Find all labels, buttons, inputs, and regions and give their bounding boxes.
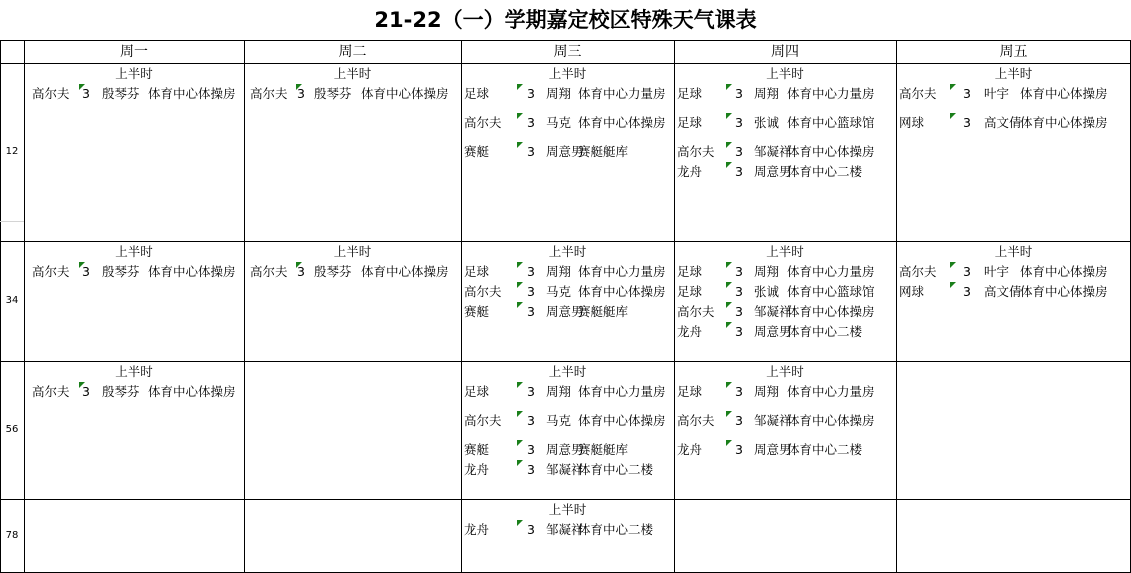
venue-name: 体育中心体操房 [1020,284,1108,299]
course-entry [24,85,244,102]
session-count: 3 [527,144,535,159]
venue-name: 体育中心体操房 [1020,264,1108,279]
comment-marker-icon [79,382,85,388]
venue-name: 体育中心体操房 [787,304,875,319]
half-session-label: 上半时 [548,502,587,517]
schedule-cell [896,499,1131,573]
teacher-name: 周意男 [546,304,584,319]
venue-name: 体育中心体操房 [361,86,449,101]
sport-name: 高尔夫 [677,144,715,159]
session-count: 3 [527,304,535,319]
course-entry [461,143,674,160]
sport-name: 高尔夫 [32,384,70,399]
venue-name: 体育中心体操房 [787,413,875,428]
venue-name: 赛艇艇库 [578,304,629,319]
venue-name: 体育中心二楼 [787,164,863,179]
venue-name: 体育中心二楼 [578,462,654,477]
half-session-label: 上半时 [115,364,153,379]
schedule-cell [244,499,461,573]
sport-name: 赛艇 [464,144,490,159]
sport-name: 网球 [899,115,925,130]
venue-name: 体育中心二楼 [787,442,863,457]
course-entry [674,114,896,131]
schedule-cell [244,361,461,499]
teacher-name: 殷琴芬 [102,384,140,399]
course-entry [461,412,674,429]
schedule-cell [24,499,244,573]
half-session-label: 上半时 [766,364,804,379]
sport-name: 高尔夫 [32,264,70,279]
venue-name: 体育中心力量房 [787,264,875,279]
venue-name: 体育中心力量房 [787,86,875,101]
half-session-label: 上半时 [548,66,587,81]
session-count: 3 [963,86,971,101]
sport-name: 赛艇 [464,304,490,319]
venue-name: 体育中心体操房 [578,115,666,130]
session-count: 3 [735,324,743,339]
teacher-name: 周意男 [754,324,792,339]
sport-name: 足球 [677,384,703,399]
course-entry [244,263,461,280]
venue-name: 体育中心二楼 [578,522,654,537]
session-count: 3 [735,284,743,299]
half-session-label: 上半时 [994,244,1033,259]
comment-marker-icon [517,520,523,526]
teacher-name: 高文倩 [984,115,1022,130]
sport-name: 龙舟 [677,324,703,339]
session-count: 3 [82,384,90,399]
day-header-2: 周二 [338,44,367,60]
half-session-label: 上半时 [115,66,153,81]
period-label: 34 [5,295,19,306]
course-entry [896,85,1131,102]
teacher-name: 周翔 [754,264,780,279]
sport-name: 足球 [677,284,703,299]
comment-marker-icon [950,113,956,119]
session-count: 3 [527,384,535,399]
half-session-label: 上半时 [548,244,587,259]
teacher-name: 周意男 [546,442,584,457]
session-count: 3 [527,522,535,537]
session-count: 3 [527,462,535,477]
course-entry [461,303,674,320]
comment-marker-icon [726,113,732,119]
course-entry [674,441,896,458]
session-count: 3 [82,86,90,101]
course-entry [896,114,1131,131]
course-entry [896,263,1131,280]
teacher-name: 邹凝祥 [546,522,584,537]
course-entry [674,303,896,320]
course-entry [674,283,896,300]
course-entry [461,85,674,102]
session-count: 3 [735,86,743,101]
teacher-name: 邹凝祥 [754,144,792,159]
period-label: 56 [5,424,19,435]
venue-name: 体育中心篮球馆 [787,284,875,299]
sport-name: 高尔夫 [464,413,502,428]
venue-name: 体育中心二楼 [787,324,863,339]
venue-name: 体育中心体操房 [148,86,236,101]
sport-name: 足球 [677,264,703,279]
course-entry [674,263,896,280]
course-entry [461,283,674,300]
half-session-label: 上半时 [548,364,587,379]
venue-name: 体育中心力量房 [787,384,875,399]
session-count: 3 [735,144,743,159]
comment-marker-icon [517,113,523,119]
venue-name: 赛艇艇库 [578,144,629,159]
comment-marker-icon [517,262,523,268]
venue-name: 体育中心体操房 [1020,86,1108,101]
comment-marker-icon [726,411,732,417]
venue-name: 体育中心体操房 [148,264,236,279]
comment-marker-icon [726,142,732,148]
schedule-cell [461,63,674,241]
comment-marker-icon [950,282,956,288]
session-count: 3 [735,413,743,428]
half-session-label: 上半时 [115,244,153,259]
sport-name: 高尔夫 [899,86,937,101]
session-count: 3 [527,284,535,299]
course-entry [244,85,461,102]
teacher-name: 周翔 [546,384,572,399]
teacher-name: 叶宇 [984,264,1010,279]
sport-name: 高尔夫 [464,115,502,130]
schedule-cell [461,241,674,361]
comment-marker-icon [726,382,732,388]
half-session-label: 上半时 [766,244,804,259]
comment-marker-icon [79,262,85,268]
course-entry [24,263,244,280]
comment-marker-icon [726,84,732,90]
course-entry [674,383,896,400]
sport-name: 赛艇 [464,442,490,457]
course-entry [461,461,674,478]
course-entry [674,85,896,102]
day-header-4: 周四 [771,44,799,60]
comment-marker-icon [726,322,732,328]
teacher-name: 邹凝祥 [754,304,792,319]
sport-name: 高尔夫 [464,284,502,299]
session-count: 3 [527,86,535,101]
course-entry [461,521,674,538]
session-count: 3 [735,442,743,457]
teacher-name: 邹凝祥 [754,413,792,428]
teacher-name: 殷琴芬 [102,86,140,101]
venue-name: 体育中心力量房 [578,264,666,279]
venue-name: 体育中心体操房 [1020,115,1108,130]
sport-name: 龙舟 [464,462,490,477]
course-entry [24,383,244,400]
teacher-name: 马克 [546,284,572,299]
session-count: 3 [527,264,535,279]
venue-name: 体育中心体操房 [361,264,449,279]
page-title: 21-22（一）学期嘉定校区特殊天气课表 [0,0,1131,41]
half-session-label: 上半时 [766,66,804,81]
teacher-name: 殷琴芬 [102,264,140,279]
day-header-5: 周五 [999,44,1028,60]
comment-marker-icon [726,162,732,168]
comment-marker-icon [79,84,85,90]
comment-marker-icon [517,411,523,417]
schedule-cell [674,241,896,361]
course-entry [461,263,674,280]
comment-marker-icon [726,262,732,268]
period-label: 78 [5,530,19,541]
comment-marker-icon [726,282,732,288]
schedule-cell [244,63,461,241]
sport-name: 高尔夫 [32,86,70,101]
sport-name: 高尔夫 [250,86,288,101]
session-count: 3 [527,115,535,130]
comment-marker-icon [517,84,523,90]
teacher-name: 张诚 [754,115,780,130]
venue-name: 体育中心体操房 [578,413,666,428]
course-entry [674,163,896,180]
teacher-name: 马克 [546,115,572,130]
schedule-cell [461,361,674,499]
teacher-name: 周意男 [754,442,792,457]
teacher-name: 周翔 [754,384,780,399]
sport-name: 高尔夫 [899,264,937,279]
course-entry [461,383,674,400]
comment-marker-icon [517,382,523,388]
comment-marker-icon [296,262,302,268]
teacher-name: 周翔 [546,264,572,279]
session-count: 3 [735,164,743,179]
teacher-name: 邹凝祥 [546,462,584,477]
teacher-name: 殷琴芬 [314,264,352,279]
schedule-cell [674,63,896,241]
comment-marker-icon [517,302,523,308]
schedule-cell [896,241,1131,361]
session-count: 3 [297,264,305,279]
schedule-cell [896,63,1131,241]
comment-marker-icon [517,142,523,148]
course-entry [674,412,896,429]
schedule-cell [896,361,1131,499]
sport-name: 足球 [677,86,703,101]
schedule-cell [244,241,461,361]
schedule-cell [24,361,244,499]
venue-name: 赛艇艇库 [578,442,629,457]
comment-marker-icon [726,302,732,308]
course-entry [461,441,674,458]
comment-marker-icon [296,84,302,90]
half-session-label: 上半时 [994,66,1033,81]
sport-name: 龙舟 [677,442,703,457]
sport-name: 高尔夫 [250,264,288,279]
teacher-name: 周翔 [546,86,572,101]
grid-hline [0,221,24,222]
session-count: 3 [735,384,743,399]
session-count: 3 [963,115,971,130]
venue-name: 体育中心篮球馆 [787,115,875,130]
course-entry [461,114,674,131]
comment-marker-icon [517,282,523,288]
schedule-cell [674,361,896,499]
sport-name: 足球 [464,86,490,101]
session-count: 3 [735,115,743,130]
course-entry [896,283,1131,300]
teacher-name: 马克 [546,413,572,428]
half-session-label: 上半时 [333,244,372,259]
course-entry [674,323,896,340]
comment-marker-icon [726,440,732,446]
schedule-cell [461,499,674,573]
teacher-name: 叶宇 [984,86,1010,101]
session-count: 3 [963,264,971,279]
teacher-name: 周意男 [754,164,792,179]
sport-name: 足球 [677,115,703,130]
venue-name: 体育中心力量房 [578,86,666,101]
teacher-name: 周翔 [754,86,780,101]
course-entry [674,143,896,160]
teacher-name: 殷琴芬 [314,86,352,101]
schedule-cell [674,499,896,573]
teacher-name: 周意男 [546,144,584,159]
venue-name: 体育中心力量房 [578,384,666,399]
venue-name: 体育中心体操房 [148,384,236,399]
teacher-name: 高文倩 [984,284,1022,299]
half-session-label: 上半时 [333,66,372,81]
venue-name: 体育中心体操房 [787,144,875,159]
session-count: 3 [963,284,971,299]
session-count: 3 [735,304,743,319]
sport-name: 龙舟 [677,164,703,179]
session-count: 3 [527,413,535,428]
session-count: 3 [82,264,90,279]
comment-marker-icon [517,460,523,466]
day-header-1: 周一 [120,44,148,60]
venue-name: 体育中心体操房 [578,284,666,299]
comment-marker-icon [517,440,523,446]
sport-name: 高尔夫 [677,304,715,319]
session-count: 3 [527,442,535,457]
sport-name: 龙舟 [464,522,490,537]
day-header-3: 周三 [553,44,582,60]
session-count: 3 [735,264,743,279]
comment-marker-icon [950,262,956,268]
sport-name: 高尔夫 [677,413,715,428]
comment-marker-icon [950,84,956,90]
sport-name: 足球 [464,264,490,279]
session-count: 3 [297,86,305,101]
schedule-cell [24,241,244,361]
schedule-cell [24,63,244,241]
period-label: 12 [5,146,19,157]
teacher-name: 张诚 [754,284,780,299]
sport-name: 足球 [464,384,490,399]
sport-name: 网球 [899,284,925,299]
